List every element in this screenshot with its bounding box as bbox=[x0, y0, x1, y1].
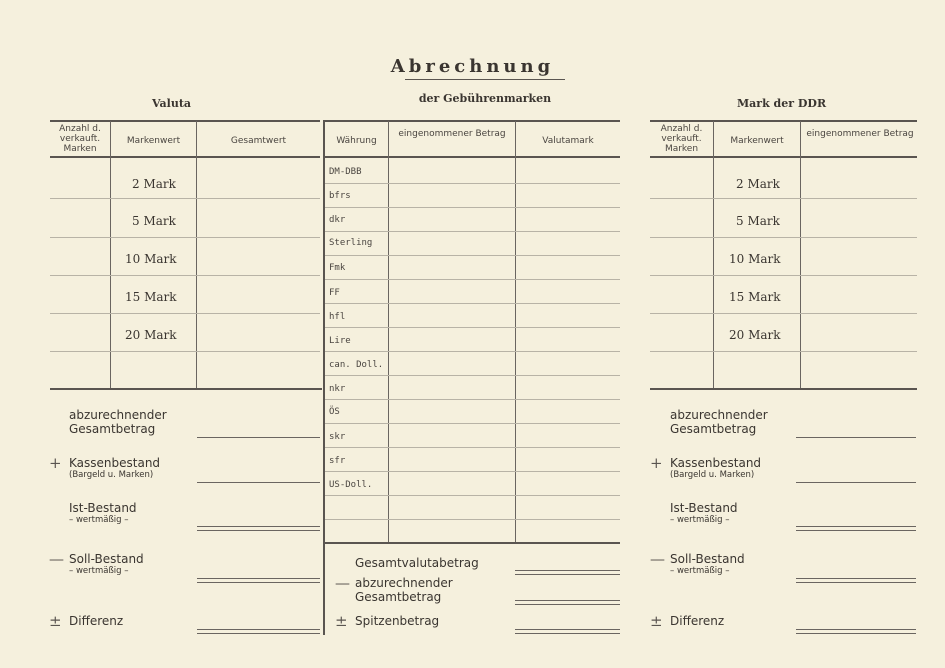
currency-label: bfrs bbox=[329, 191, 351, 201]
right-abzurechnender-label: abzurechnender bbox=[670, 408, 768, 422]
mid-spitzen-label: Spitzenbetrag bbox=[355, 614, 440, 628]
left-value-row: 10 Mark bbox=[125, 252, 177, 266]
currency-label: dkr bbox=[329, 215, 346, 225]
currency-label: Lire bbox=[329, 336, 351, 346]
right-differenz-label: Differenz bbox=[670, 614, 725, 628]
left-abzurechnender-label: abzurechnender bbox=[69, 408, 167, 422]
left-ist-label: Ist-Bestand bbox=[69, 501, 137, 515]
currency-label: Fmk bbox=[329, 263, 346, 273]
right-soll-note: – wertmäßig – bbox=[670, 566, 730, 576]
section-mark-ddr: Mark der DDR bbox=[737, 97, 827, 110]
mid-gesamtbetrag-label: Gesamtbetrag bbox=[355, 590, 442, 604]
left-value-row: 15 Mark bbox=[125, 290, 177, 304]
left-col-gesamtwert: Gesamtwert bbox=[230, 136, 287, 146]
currency-label: DM-DBB bbox=[329, 167, 362, 177]
left-col-anzahl: Anzahl d. verkauft. Marken bbox=[59, 124, 101, 154]
left-soll-note: – wertmäßig – bbox=[69, 566, 129, 576]
right-bargeld-note: (Bargeld u. Marken) bbox=[670, 470, 755, 480]
right-kassenbestand-label: Kassenbestand bbox=[670, 456, 762, 470]
minus-icon: — bbox=[335, 574, 350, 592]
left-bargeld-note: (Bargeld u. Marken) bbox=[69, 470, 154, 480]
mid-col-valutamark: Valutamark bbox=[542, 136, 594, 146]
plus-icon: + bbox=[650, 454, 663, 472]
currency-label: FF bbox=[329, 288, 340, 298]
right-col-markenwert: Markenwert bbox=[730, 136, 784, 146]
left-value-row: 5 Mark bbox=[132, 214, 176, 228]
plusminus-icon: ± bbox=[335, 612, 348, 630]
mid-gesamtvaluta-label: Gesamtvalutabetrag bbox=[355, 556, 479, 570]
left-gesamtbetrag-label: Gesamtbetrag bbox=[69, 422, 156, 436]
currency-label: skr bbox=[329, 432, 346, 442]
form-title: Abrechnung bbox=[390, 56, 555, 77]
left-col-markenwert: Markenwert bbox=[126, 136, 181, 146]
currency-label: can. Doll. bbox=[329, 360, 384, 370]
currency-label: nkr bbox=[329, 384, 346, 394]
plusminus-icon: ± bbox=[49, 612, 62, 630]
right-value-row: 15 Mark bbox=[729, 290, 781, 304]
right-soll-label: Soll-Bestand bbox=[670, 552, 745, 566]
right-value-row: 5 Mark bbox=[736, 214, 780, 228]
left-soll-label: Soll-Bestand bbox=[69, 552, 144, 566]
mid-col-betrag: eingenommener Betrag bbox=[398, 129, 506, 139]
right-ist-label: Ist-Bestand bbox=[670, 501, 738, 515]
right-ist-note: – wertmäßig – bbox=[670, 515, 730, 525]
right-value-row: 10 Mark bbox=[729, 252, 781, 266]
left-differenz-label: Differenz bbox=[69, 614, 124, 628]
minus-icon: — bbox=[650, 550, 665, 568]
right-gesamtbetrag-label: Gesamtbetrag bbox=[670, 422, 757, 436]
mid-col-waehrung: Währung bbox=[336, 136, 377, 146]
currency-label: ÖS bbox=[329, 407, 340, 417]
right-value-row: 2 Mark bbox=[736, 177, 780, 191]
currency-label: hfl bbox=[329, 312, 346, 322]
form-subtitle: der Gebührenmarken bbox=[418, 92, 552, 105]
minus-icon: — bbox=[49, 550, 64, 568]
left-value-row: 20 Mark bbox=[125, 328, 177, 342]
currency-label: US-Doll. bbox=[329, 480, 373, 490]
title-underline bbox=[405, 79, 565, 80]
left-kassenbestand-label: Kassenbestand bbox=[69, 456, 161, 470]
currency-label: Sterling bbox=[329, 238, 373, 248]
right-value-row: 20 Mark bbox=[729, 328, 781, 342]
mid-abzurechnender-label: abzurechnender bbox=[355, 576, 453, 590]
currency-label: sfr bbox=[329, 456, 346, 466]
plus-icon: + bbox=[49, 454, 62, 472]
left-ist-note: – wertmäßig – bbox=[69, 515, 129, 525]
section-valuta: Valuta bbox=[152, 97, 192, 110]
right-col-betrag: eingenommener Betrag bbox=[806, 129, 914, 139]
left-value-row: 2 Mark bbox=[132, 177, 176, 191]
plusminus-icon: ± bbox=[650, 612, 663, 630]
right-col-anzahl: Anzahl d. verkauft. Marken bbox=[660, 124, 703, 154]
